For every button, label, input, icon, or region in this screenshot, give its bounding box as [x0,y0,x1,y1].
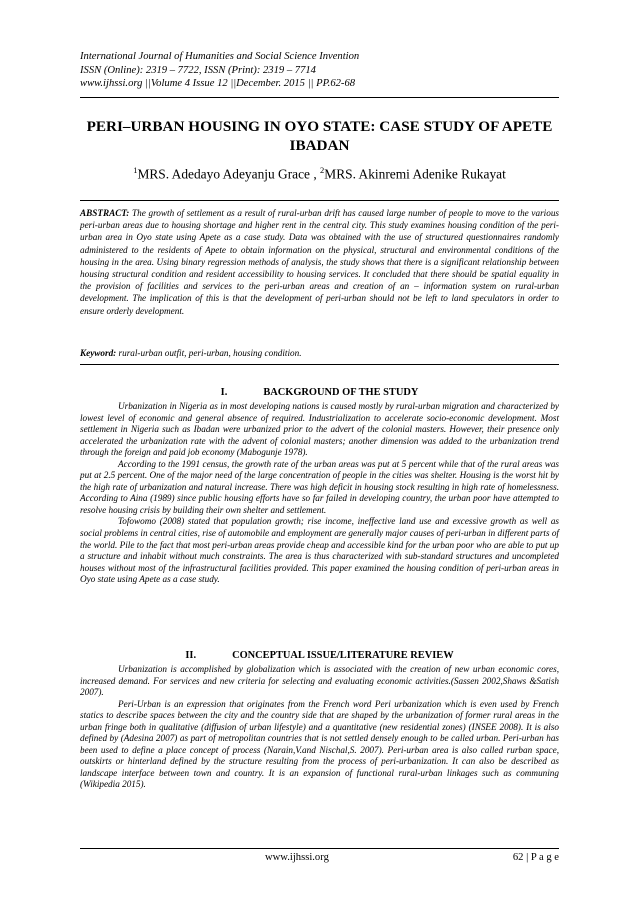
paragraph: According to the 1991 census, the growth rate of the urban areas was put at 5 percent while that of the rural areas was put at 2.5 percent. One of the major need of the large concentration of people in the cities was shelter. Housing is the worst hit by the high rate of urbanization and natural increase. There was high deficit in housing stock resulting in high rate of homelessness. According to Aina (1989) since public housing efforts have so far failed in developing country, the urban poor have attempted to resolve housing crisis by building their own shelter and settlement. [80,458,559,515]
paper-title: PERI–URBAN HOUSING IN OYO STATE: CASE STUDY OF APETE IBADAN [86,118,553,154]
section-body-background [80,401,559,586]
section-number: II. [185,650,197,661]
author1-affiliation: 1 [133,165,138,175]
section-title: BACKGROUND OF THE STUDY [263,387,419,398]
author-line [80,165,559,182]
abstract-bottom-rule [80,364,559,365]
footer-rule [80,848,559,849]
keyword-text: rural-urban outfit, peri-urban, housing condition. [116,348,302,358]
header-rule [80,97,559,98]
author1-name: MRS. Adedayo Adeyanju Grace , [137,166,321,182]
author2-affiliation: 2 [320,165,325,175]
journal-issn: ISSN (Online): 2319 – 7722, ISSN (Print): 2319 – 7714 [80,64,316,76]
page-number: 62 | P a g e [512,852,559,863]
page-footer [80,852,559,866]
section-body-literature [80,664,559,791]
journal-volume-link[interactable]: www.ijhssi.org ||Volume 4 Issue 12 ||December. 2015 || PP.62-68 [80,78,356,90]
abstract-label: ABSTRACT: [80,208,130,218]
keywords [80,347,559,359]
keyword-label: Keyword: [80,348,117,358]
footer-url-link[interactable]: www.ijhssi.org [265,852,329,863]
journal-name: International Journal of Humanities and Social Science Invention [80,51,360,62]
paragraph: Urbanization in Nigeria as in most developing nations is caused mostly by rural-urban migration and characterized by lowest level of economic and general absence of required. Industrialization to accelerate socio-economic development. Most settlement in Nigeria such as Ibadan were urbanized prior to the advert of the colonial masters. However, their presence only accelerated the urbanization rate with the advent of colonial masters; another dimension was added to the urbanization trend through the foreign and paid job economy (Mabogunje 1978). [80,401,559,458]
paragraph: Urbanization is accomplished by globalization which is associated with the creation of new urban economic cores, increased demand. For services and new criteria for selecting and evaluating economic activities.(Sassen 2002,Shaws &Satish 2007). [80,664,559,698]
abstract-text: The growth of settlement as a result of rural-urban drift has caused large number of people to move to the various peri-urban areas due to housing shortage and higher rent in the central city. This study examines housing condition of the peri-urban area in Oyo state using Apete as a case study. Data was obtained with the use of structured questionnaires randomly administered to the residents of Apete to obtain information on the physical, structural and environmental conditions of the housing in the area. Using binary regression methods of analysis, the study shows that there is a significant relationship between housing structural condition and resident accessibility to housing services. It concluded that there should be spatial equality in the provision of facilities and services to the peri-urban areas and creation of an – information system on rural-urban development. The implication of this is that the development of peri-urban should not be left to land speculators in order to ensure orderly development. [80,208,559,316]
section-title: CONCEPTUAL ISSUE/LITERATURE REVIEW [232,650,454,661]
abstract [80,207,559,317]
abstract-top-rule [80,200,559,201]
section-heading-background [80,386,559,399]
section-heading-literature [80,649,559,662]
journal-header [80,50,560,91]
author2-name: MRS. Akinremi Adenike Rukayat [324,166,506,182]
section-number: I. [220,387,228,398]
paragraph: Tofowomo (2008) stated that population growth; rise income, ineffective land use and excessive growth as well as social problems in central cities, rise of automobile and employment are generally major causes of peri-urban in different parts of the world. Pile to the fact that most peri-urban areas provide cheap and accessible kind for the urban poor who are able to put up a structure and inhabit without much constraints. The area is thus characterized with sub-standard structures and uncompleted houses without most of the infrastructural facilities provided. This paper examined the housing condition of peri-urban areas in Oyo state using Apete as a case study. [80,516,559,585]
paragraph: Peri-Urban is an expression that originates from the French word Peri urbanization which is even used by French statics to describe spaces between the city and the country side that are shaped by the urbanization of former rural areas in the urban fringe both in qualitative (diffusion of urban lifestyle) and a quantitative (new residential zones) (INSEE 2008). It is also defined by (Adesina 2007) as part of metropolitan countries that is not settled densely enough to be called urban. Peri-urban has been used to define a place concept of process (Narain,V.and Nischal,S. 2007). Peri-urban area is also called rurban space, outskirts or hinterland defined by the structure resulting from the process of peri-urbanization. It can also be described as landscape interface between town and country. It is an expansion of functional rural-urban linkages such as communing (Wikipedia 2015). [80,698,559,790]
